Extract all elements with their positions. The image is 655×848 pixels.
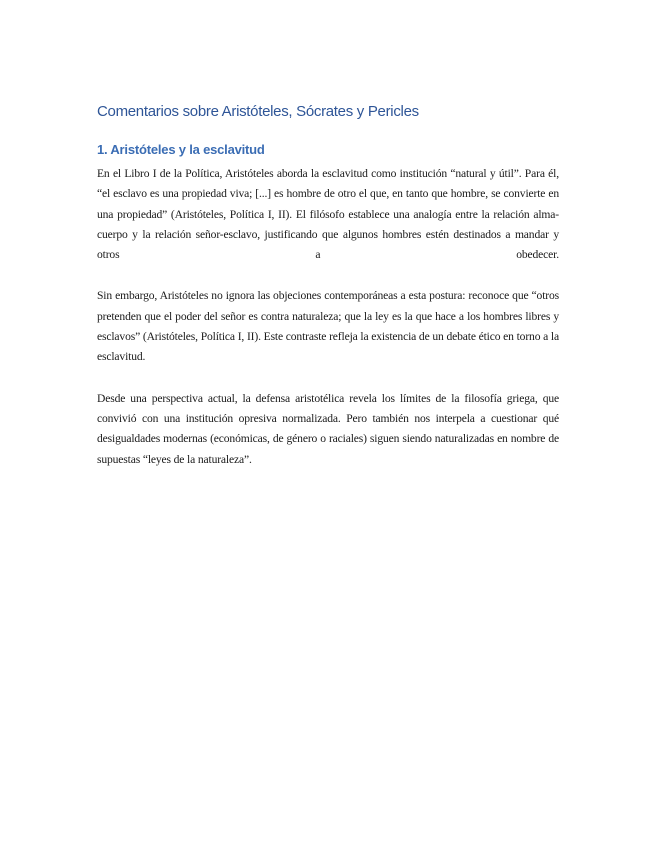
document-title: Comentarios sobre Aristóteles, Sócrates y Pericles [97, 103, 419, 120]
paragraph-2: Sin embargo, Aristóteles no ignora las objeciones contemporáneas a esta postura: reconoce que “otros pretenden que el poder del señor es contra naturaleza; que la ley es la que hace a los hombres libres y esclavos” (Aristóteles, Política I, II). Este contraste refleja la existencia de un debate ético en torno a la esclavitud. [97, 289, 559, 364]
paragraph-1: En el Libro I de la Política, Aristóteles aborda la esclavitud como institución “natural y útil”. Para él, “el esclavo es una propiedad viva; [...] es hombre de otro el que, en tanto que hombre, se convierte en una propiedad” (Aristóteles, Política I, II). El filósofo establece una analogía entre la relación alma-cuerpo y la relación señor-esclavo, justificando que algunos hombres estén destinados a mandar y otros a obedecer. [97, 167, 559, 262]
paragraph-3: Desde una perspectiva actual, la defensa aristotélica revela los límites de la filosofía griega, que convivió con una institución opresiva normalizada. Pero también nos interpela a cuestionar qué desigualdades modernas (económicas, de género o raciales) siguen siendo naturalizadas en nombre de supuestas “leyes de la naturaleza”. [97, 391, 559, 466]
document-body [97, 102, 559, 470]
section-heading: 1. Aristóteles y la esclavitud [97, 142, 265, 157]
